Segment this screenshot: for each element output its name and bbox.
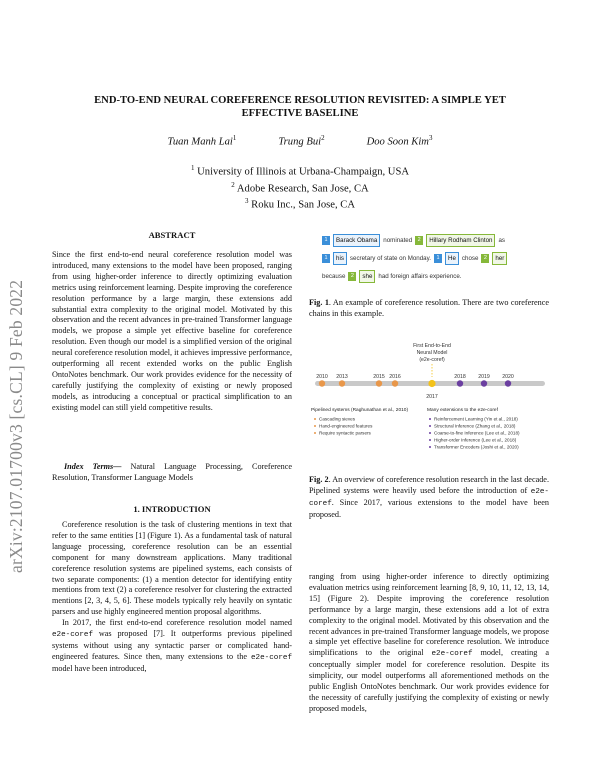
right-column-body: ranging from using higher-order inference to directly optimizing evaluation metrics using reinforcement learning [8, 9, 10, 11, 12, 13, 14, 15] (Figure 2). Despite improving the coreference resolution performance by a large margin, these extensions add a lot of extra complexity to the original model. Motivated by this observation and the recent advances in pre-trained Transformer language models, we propose a simple yet effective baseline for coreference resolution. We introduce simplifications to the original e2e-coref model, creating a conceptually simpler model for coreference resolution. Despite its simplicity, our model outperforms all aforementioned methods on the public English OntoNotes benchmark. Our work provides evidence for the necessity of carefully justifying the complexity of existing or newly proposed models,	[309, 572, 549, 713]
pipelined-item: Hand-engineered features	[319, 423, 373, 429]
milestone-dot	[505, 380, 511, 386]
bullet	[314, 432, 316, 434]
mention: her	[492, 252, 507, 265]
top-label-line-2: Neural Model	[416, 350, 448, 356]
abstract-heading: ABSTRACT	[148, 230, 196, 240]
author-list	[60, 134, 540, 148]
milestone-dot	[376, 380, 382, 386]
cluster-tag: 1	[434, 254, 442, 263]
top-label-line-1: First End-to-End	[413, 343, 451, 349]
milestone-dot	[319, 380, 325, 386]
cluster-tag: 1	[322, 236, 330, 245]
example-row-1: 1 Barack Obama nominated 2 Hillary Rodham Clinton as	[322, 234, 550, 247]
year-label: 2010	[316, 374, 328, 380]
bullet	[429, 439, 431, 441]
milestone-dot	[457, 380, 463, 386]
figure-1-caption: Fig. 1. An example of coreference resolution. There are two coreference chains in this example.	[309, 298, 549, 318]
year-label: 2018	[454, 374, 466, 380]
extension-item: Higher-order Inference (Lee et al., 2018)	[434, 437, 517, 443]
abstract-body: Since the first end-to-end neural coreference resolution model was introduced, many extensions to the model have been proposed, ranging from using higher-order inference to directly optimizing evaluation metrics using reinforcement learning. Despite improving the coreference resolution performance by a large margin, these extensions add substantial extra complexity to the original model. Motivated by this observation and the recent advances in pre-trained Transformer language models, we propose a simple yet effective baseline for coreference resolution. Even though our model is a simplified version of the original neural coreference resolution model, it achieves impressive performance, outperforming all recent extended works on the public English OntoNotes benchmark. Our work provides evidence for the necessity of carefully justifying the complexity of existing or newly proposed models, as introducing a conceptual or practical simplification to an existing model can still yield competitive results.	[52, 250, 292, 412]
arxiv-identifier: arXiv:2107.01700v3 [cs.CL] 9 Feb 2022	[6, 279, 26, 573]
mention: He	[445, 252, 459, 265]
extension-item: Coarse-to-fine Inference (Lee et al., 2018)	[434, 430, 520, 436]
year-label: 2013	[336, 374, 348, 380]
intro-heading: 1. INTRODUCTION	[133, 504, 211, 514]
bullet	[429, 446, 431, 448]
extension-item: Structural Inference (Zhang et al., 2018)	[434, 423, 516, 429]
bullet	[314, 425, 316, 427]
pipelined-item: Cascading sieves	[319, 416, 356, 422]
paper-title: END-TO-END NEURAL COREFERENCE RESOLUTION REVISITED: A SIMPLE YET EFFECTIVE BASELINE	[94, 95, 506, 119]
pipelined-heading: Pipelined systems (Raghunathan et al., 2010)	[311, 408, 409, 413]
year-label: 2015	[373, 374, 385, 380]
extension-item: Transformer Encoders (Joshi et al., 2020)	[434, 444, 519, 450]
example-row-2: 1 his secretary of state on Monday. 1 He chose 2 her	[322, 252, 550, 265]
intro-body	[52, 520, 292, 675]
milestone-dot	[481, 380, 487, 386]
year-label: 2017	[426, 394, 438, 400]
intro-paragraph-2: In 2017, the first end-to-end coreference resolution model named e2e-coref was proposed [7]. It outperforms previous pipelined systems without using any syntactic parser or complicated hand-engineered features. Since then, many extensions to the e2e-coref model have been introduced,	[52, 618, 292, 673]
bullet	[429, 432, 431, 434]
index-terms: Index Terms— Natural Language Processing, Coreference Resolution, Transformer Language Models	[52, 462, 293, 482]
timeline-svg	[309, 340, 549, 472]
author: Trung Bui$^2$	[278, 134, 325, 148]
affiliation-list	[60, 162, 540, 212]
cluster-tag: 2	[481, 254, 489, 263]
year-label: 2019	[478, 374, 490, 380]
top-label-line-3: (e2e-coref)	[419, 357, 445, 363]
cluster-tag: 1	[322, 254, 330, 263]
mention: Hillary Rodham Clinton	[426, 234, 495, 247]
mention: his	[333, 252, 347, 265]
milestone-dot	[392, 380, 398, 386]
extensions-heading: Many extensions to the e2e-coref	[427, 408, 498, 413]
affiliation: $^2$ Adobe Research, San Jose, CA	[231, 180, 369, 195]
mention: Barack Obama	[333, 234, 380, 247]
intro-paragraph-1: Coreference resolution is the task of clustering mentions in text that refer to the same entities [1] (Figure 1). As a fundamental task of natural language processing, coreference resolution can be an essential component for many downstream applications. Many traditional coreference resolution systems are pipelined systems, each consists of two separate components: (1) a mention detector for identifying entity mentions from text (2) a coreference resolver for clustering the extracted mentions [2, 3, 4, 5, 6]. These models typically rely heavily on syntatic parsers and use highly engineered mention proposal algorithms.	[52, 520, 292, 617]
cluster-tag: 2	[348, 272, 356, 281]
figure-1-coreference-example	[322, 234, 550, 286]
figure-2-caption: Fig. 2. An overview of coreference resolution research in the last decade. Pipelined systems were heavily used before the introduction of e2e-coref. Since 2017, various extensions to the model have been proposed.	[309, 475, 549, 519]
bullet	[314, 418, 316, 420]
cluster-tag: 2	[415, 236, 423, 245]
extension-item: Reinforcement Learning (Yin et al., 2018)	[434, 416, 518, 422]
pipelined-item: Require syntactic parsers	[319, 430, 371, 436]
year-label: 2020	[502, 374, 514, 380]
year-label: 2016	[389, 374, 401, 380]
milestone-dot	[339, 380, 345, 386]
figure-2-timeline	[309, 340, 549, 472]
author: Doo Soon Kim$^3$	[366, 134, 433, 148]
bullet	[429, 418, 431, 420]
affiliation: $^3$ Roku Inc., San Jose, CA	[244, 197, 356, 211]
affiliation: $^1$ University of Illinois at Urbana-Champaign, USA	[191, 164, 409, 178]
milestone-dot	[428, 380, 435, 387]
mention: she	[359, 270, 375, 283]
author: Tuan Manh Lai$^1$	[167, 134, 237, 148]
bullet	[429, 425, 431, 427]
example-row-3: because 2 she had foreign affairs experience.	[322, 270, 550, 283]
